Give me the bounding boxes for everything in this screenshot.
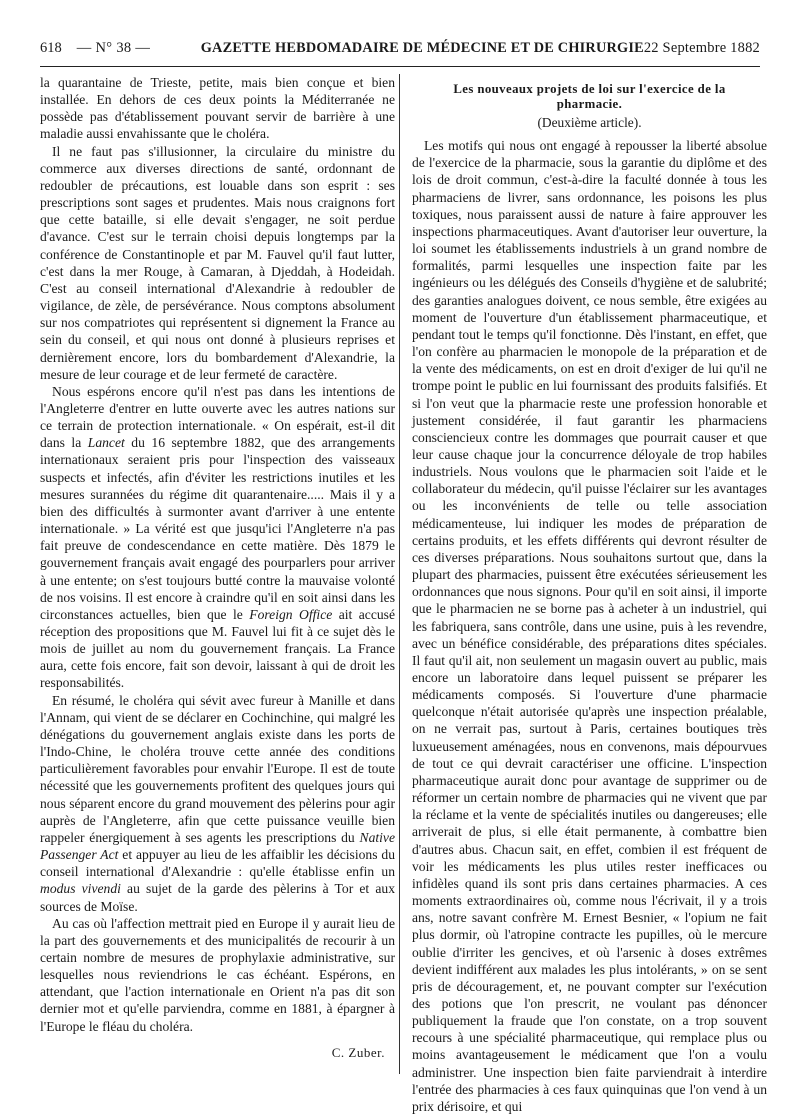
left-paragraph-2: Il ne faut pas s'illusionner, la circulaire du ministre du commerce aux diverses directions de santé, ordonnant de redoubler de précautions, est louable dans son esprit : ses prescriptions sont sages et prudentes. Mais nous craignons fort que cette bataille, si elle devait s'engager, ne soit perdue d'avance. C'est sur le terrain choisi depuis longtemps par la conférence de Constantinople et par M. Fauvel qu'il faut lutter, c'est dans la mer Rouge, à Camaran, à Djeddah, à Hodeidah. C'est au conseil international d'Alexandrie à redoubler de vigilance, de zèle, de persévérance. Nous comptons absolument sur nos compatriotes qui représentent si dignement la France au sein du conseil, et qui nous ont donné à plusieurs reprises et dernièrement encore, lors du bombardement d'Alexandrie, la mesure de leur courage et de leur fermeté de caractère. bbox=[40, 143, 395, 382]
lancet-title: Lancet bbox=[87, 435, 125, 451]
text-run: ait accusé réception des propositions que M. Fauvel lui fit à ce sujet dès le mois de juillet au nom du gouvernement français. La France aura, cette fois encore, fait son devoir, laissant à qui de droit les responsabilités. bbox=[40, 606, 395, 691]
article-title: Les nouveaux projets de loi sur l'exercice de la pharmacie. bbox=[453, 82, 726, 111]
issue-number: — N° 38 — bbox=[76, 40, 151, 56]
modus-vivendi: modus vivendi bbox=[40, 881, 121, 897]
foreign-office: Foreign Office bbox=[249, 606, 333, 622]
article-subtitle: (Deuxième article). bbox=[537, 115, 642, 130]
text-run: au sujet de la garde des pèlerins à Tor et aux sources de Moïse. bbox=[40, 881, 395, 914]
native-passenger-act: Native Passenger Act bbox=[40, 829, 395, 863]
left-column bbox=[40, 74, 395, 1061]
left-paragraph-1: la quarantaine de Trieste, petite, mais bien conçue et bien installée. En dehors de ces deux points la Méditerranée ne possède pas d'établissement pouvant servir de barrière à une maladie aussi envahissante que le choléra. bbox=[40, 75, 395, 142]
text-run: du 16 septembre 1882, que des arrangements internationaux seraient pris pour l'inspection des vaisseaux suspects et infectés, afin d'éviter les restrictions inutiles et les mesures surannées du régime dit quarantenaire..... Mais il y a bien des difficultés à surmonter avant d'arriver à une entente internationale. » La vérité est que jusqu'ici l'Angleterre n'a pas fait preuve de condescendance en cette matière. Dès 1879 le gouvernement français avait engagé des pourparlers pour arriver à une entente; on s'est toujours butté contre la mauvaise volonté de nos voisins. Il est encore à craindre qu'il en soit ainsi dans les circonstances actuelles, bien que le bbox=[40, 435, 395, 622]
left-paragraph-3 bbox=[40, 383, 395, 692]
right-paragraph-1: Les motifs qui nous ont engagé à repousser la liberté absolue de l'exercice de la pharmacie, sous la garantie du diplôme et des lois de droit commun, c'est-à-dire la faculté donnée à tous les pharmaciens de livrer, sans ordonnance, les poisons les plus toxiques, nous paraissent aussi de nature à faire approuver les inspections pharmaceutiques. Avant d'autoriser leur ouverture, la loi soumet les établissements industriels à un grand nombre de formalités, parmi lesquelles une inspection faite par les ingénieurs ou les délégués des Conseils d'hygiène et de salubrité; des garanties analogues doivent, ce nous semble, être exigées au moment de l'ouverture d'un établissement pharmaceutique, et pendant tout le temps qu'il fonctionne. Dès l'instant, en effet, que l'on confère au pharmacien le monopole de la préparation et de la vente des médicaments, on est en droit d'exiger de lui qu'il ne trompe point le public en lui fournissant des produits falsifiés. Et si l'on veut que la pharmacie reste une profession honorable et justement considérée, il faut garantir les pharmaciens consciencieux contre les dommages que pourrait causer et que leur cause chaque jour la concurrence déloyale de trop habiles industriels. Nous voulons que le pharmacien soit l'aide et le collaborateur du médecin, qu'il puisse l'éclairer sur les avantages ou les inconvénients de telle ou telle association médicamenteuse, lui indiquer les modes de préparation de certains produits, et les effets différents qui devront résulter de ces diverses préparations. Nous souhaitons surtout que, dans la plupart des pharmacies, puissent être exécutées sérieusement les ordonnances que nous signons. Pour qu'il en soit ainsi, il importe que le pharmacien ne se borne pas à acheter à un industriel, qui les fabriquera, sans contrôle, dans une usine, puis à les revendre, avec un bénéfice considérable, des préparations dites spéciales. Il faut qu'il ait, non seulement un magasin ouvert au public, mais encore un laboratoire dans lequel puissent se préparer les médicaments composés. Si l'ouverture d'une pharmacie quelconque n'était autorisée qu'après une inspection préalable, on ne verrait pas, surtout à Paris, certaines boutiques très luxueusement aménagées, nous en convenons, mais dépourvues de tout ce qui devrait caractériser une officine. L'inspection pharmaceutique aurait donc pour avantage de supprimer ou de réformer un certain nombre de pharmacies qui ne vivent que par la réclame et la vente de spécialités inutiles ou dangereuses; elle arriverait de plus, si elle était permanente, à combattre bien d'autres abus. Chacun sait, en effet, combien il est fréquent de voir les médicaments les plus utiles rester inefficaces ou infidèles quand ils sont pris dans certaines pharmacies. A ces moments extraordinaires où, comme nous l'écrivait, il y a trois ans, notre savant confrère M. Ernest Besnier, « l'opium ne fait plus dormir, où l'atropine contracte les pupilles, où le mercure oublie d'irriter les gencives, et où l'arsenic à doses extrêmes devient indifférent aux malades les plus intolérants, » on se sent pris de découragement, et, ne pouvant compter sur l'exécution des potions que l'on prescrit, ne voulant pas dénoncer publiquement la fraude que l'on constate, on a trop souvent recours à une spécialité pharmaceutique, qui remplace plus ou moins avantageusement le médicament que l'on a voulu administrer. Une inspection bien faite parviendrait à interdire l'entrée des pharmacies à ces faux quinquinas que l'on vend à un prix dérisoire, et qui bbox=[412, 138, 767, 1114]
right-column bbox=[412, 74, 767, 1115]
column-divider bbox=[399, 74, 400, 1074]
issue-date: 22 Septembre 1882 bbox=[643, 40, 760, 56]
journal-title: GAZETTE HEBDOMADAIRE DE MÉDECINE ET DE CHIRURGIE bbox=[200, 40, 644, 56]
left-paragraph-4 bbox=[40, 692, 395, 915]
page-header bbox=[40, 40, 760, 62]
header-rule bbox=[40, 66, 760, 67]
author-signature: C. Zuber. bbox=[331, 1044, 385, 1060]
text-run: et appuyer au lieu de les affaiblir les décisions du conseil international d'Alexandrie : qu'elle établisse enfin un bbox=[40, 847, 395, 880]
page-number: 618 bbox=[40, 40, 62, 56]
text-run: Nous espérons encore qu'il n'est pas dans les intentions de l'Angleterre d'entrer en lutte ouverte avec les autres nations sur ce terrain de protection internationale. « On espérait, est-il dit dans la bbox=[40, 383, 395, 451]
text-run: En résumé, le choléra qui sévit avec fureur à Manille et dans l'Annam, qui vient de se déclarer en Cochinchine, qui malgré les dénégations du gouvernement anglais existe dans les ports de l'Indo-Chine, le choléra trouve cette année des conditions particulièrement favorables pour envahir l'Europe. Il est de toute nécessité que les gouvernements profitent des quelques jours qui nous séparent encore du grand mouvement des pèlerins pour agir auprès de l'Angleterre, afin que cette puissance veuille bien rappeler énergiquement à ses agents les prescriptions du bbox=[40, 692, 395, 845]
left-paragraph-5: Au cas où l'affection mettrait pied en Europe il y aurait lieu de la part des gouvernements et des municipalités de recourir à un certain nombre de mesures de prophylaxie administrative, sur lesquelles nous reviendrions le cas échéant. Espérons, en attendant, que l'action internationale en Orient n'a pas dit son dernier mot et qu'elle parviendra, comme en 1881, à épargner à l'Europe le fléau du choléra. bbox=[40, 915, 395, 1034]
